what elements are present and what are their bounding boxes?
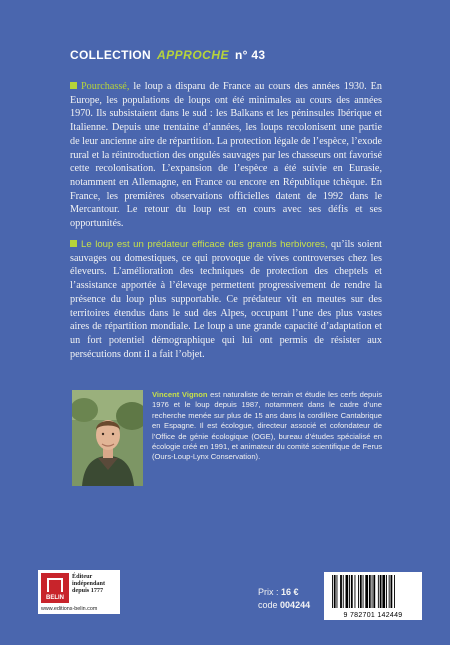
paragraph-2 xyxy=(70,238,382,361)
barcode-bars-icon xyxy=(324,572,422,610)
square-bullet-icon xyxy=(70,82,77,89)
belin-emblem-icon xyxy=(47,578,63,592)
publisher-logo xyxy=(38,570,120,614)
paragraph-2-lead: Le loup est un prédateur efficace des grands herbivores, xyxy=(81,239,328,250)
price-block xyxy=(258,586,310,612)
paragraph-1 xyxy=(70,80,382,231)
publisher-url: www.editions-belin.com xyxy=(41,606,98,612)
belin-mark-icon xyxy=(41,573,69,603)
code-line xyxy=(258,599,310,612)
series-name: APPROCHE xyxy=(157,48,230,62)
price-value: 16 € xyxy=(281,587,299,597)
price-line xyxy=(258,586,310,599)
paragraph-1-lead: Pourchassé, xyxy=(81,81,130,92)
price-label: Prix : xyxy=(258,587,279,597)
publisher-tagline: Éditeur indépendant depuis 1777 xyxy=(72,573,106,595)
isbn-barcode xyxy=(324,572,422,620)
square-bullet-icon xyxy=(70,240,77,247)
code-label: code xyxy=(258,600,278,610)
code-value: 004244 xyxy=(280,600,311,610)
belin-logo-text: BELIN xyxy=(46,595,64,601)
paragraph-1-text: le loup a disparu de France au cours des années 1930. En Europe, les populations de loups ont été minimales au cours des années 1970. Ils subsistaient dans le sud : les Balkans et les péninsules Ibérique et Italienne. Depuis une trentaine d’années, les loups recolonisent une partie de leur ancienne aire de répartition. La protection légale de l’espèce, l’exode rural et la réintroduction des ongulés sauvages par les chasseurs ont favorisé cette recolonisation. L’expansion de l’espèce a été suivie en Eurasie, notamment en Allemagne, en France ou encore en République tchèque. En France, les premières observations officielles datent de 1992 dans le Mercantour. Le retour du loup est en cours avec ses défis et ses opportunités. xyxy=(70,81,382,230)
author-name: Vincent Vignon xyxy=(152,390,208,399)
barcode-digits: 9 782701 142449 xyxy=(343,612,403,619)
collection-header xyxy=(70,48,265,62)
series-number: n° 43 xyxy=(235,48,266,62)
author-bio-text: est naturaliste de terrain et étudie les cerfs depuis 1976 et le loup depuis 1987, notamment dans le cadre d’une recherche menée sur plus de 15 ans dans la cordillère Cantabrique en Espagne. Il est écologue, directeur associé et cofondateur de l’Office de génie écologique (OGE), bureau d’études spécialisé en écologie créé en 1991, et animateur du comité scientifique de Ferus (Ours-Loup-Lynx Conservation). xyxy=(152,390,382,462)
author-bio xyxy=(152,390,382,463)
collection-label: COLLECTION xyxy=(70,48,151,62)
paragraph-2-text: qu’ils soient sauvages ou domestiques, ce qui provoque de vives controverses chez les éleveurs. L’amélioration des techniques de protection des cheptels et l’assistance apportée à l’élevage permettent progressivement de rendre la présence du loup plus supportable. Ce prédateur vit en meutes sur des territoires étendus dans le sud des Alpes, occupant l’une des plus vastes aires de répartition mondiale. Le loup a une grande capacité d’adaptation et un fort potentiel démographique qui lui ont permis de résister aux persécutions dont il a fait l’objet. xyxy=(70,239,382,360)
author-photo xyxy=(72,390,143,486)
